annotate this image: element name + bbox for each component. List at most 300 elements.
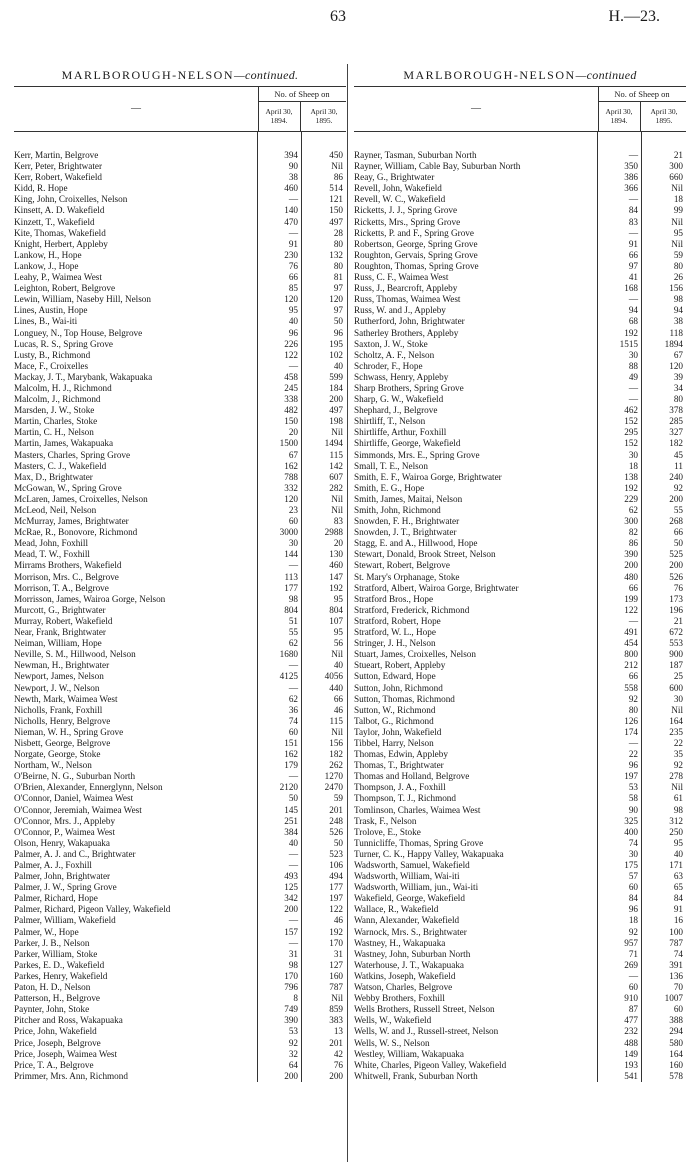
table-row — [354, 649, 686, 660]
table-row — [14, 949, 346, 960]
sheep-count-1895: 282 — [329, 482, 343, 493]
sheep-count-1894: 200 — [284, 904, 298, 915]
sheep-count-1895: 34 — [673, 382, 683, 393]
sheep-count-1894: 96 — [288, 327, 298, 338]
owner-name: Palmer, A. J. and C., Brightwater — [14, 848, 136, 859]
sheep-count-1894: 60 — [288, 726, 298, 737]
sheep-count-1894: 230 — [284, 249, 298, 260]
table-row — [354, 272, 686, 283]
left-title-suffix: —continued. — [234, 68, 299, 82]
sheep-count-1894: 179 — [284, 760, 298, 771]
sheep-count-1895: 900 — [669, 649, 683, 660]
sheep-count-1895: 28 — [333, 227, 343, 238]
sheep-count-1895: 70 — [673, 982, 683, 993]
owner-name: Parker, J. B., Nelson — [14, 937, 90, 948]
table-row — [14, 383, 346, 394]
sheep-count-1894: 120 — [284, 294, 298, 305]
owner-name: Wadsworth, Samuel, Wakefield — [354, 860, 470, 870]
sheep-count-1895: 107 — [329, 615, 343, 626]
table-row — [14, 228, 346, 239]
owner-name: Malcolm, J., Richmond — [14, 394, 101, 405]
table-row — [354, 860, 686, 871]
owner-name: Newman, H., Brightwater — [14, 660, 110, 671]
sheep-count-1895: 42 — [333, 1048, 343, 1059]
sheep-count-1895: 55 — [673, 505, 683, 515]
sheep-count-1895: 127 — [329, 959, 343, 970]
sheep-count-1894: 96 — [628, 760, 638, 771]
sheep-count-1895: 50 — [333, 316, 343, 327]
owner-name: Norgate, George, Stoke — [14, 749, 101, 760]
table-row — [354, 483, 686, 494]
table-row — [14, 993, 346, 1004]
sheep-count-1894: 4125 — [279, 671, 298, 682]
right-col1-header: April 30, 1894. — [598, 102, 641, 131]
sheep-count-1895: 248 — [329, 815, 343, 826]
owner-name: Shirtliffe, Arthur, Foxhill — [354, 427, 447, 438]
table-row — [14, 427, 346, 438]
sheep-count-1894: 796 — [284, 982, 298, 993]
owner-name: Stringer, J. H., Nelson — [354, 638, 436, 649]
page-header — [0, 8, 700, 32]
owner-name: Thomas, Edwin, Appleby — [354, 749, 448, 760]
owner-name: Turner, C. K., Happy Valley, Wakapuaka — [354, 848, 504, 859]
sheep-count-1895: 95 — [673, 837, 683, 848]
table-row — [14, 938, 346, 949]
table-row — [354, 383, 686, 394]
sheep-count-1895: 26 — [673, 272, 683, 283]
sheep-count-1895: 147 — [329, 571, 343, 582]
sheep-count-1894: 384 — [284, 826, 298, 837]
table-row — [14, 538, 346, 549]
sheep-count-1895: 61 — [673, 793, 683, 804]
owner-name: Nisbett, George, Belgrove — [14, 737, 111, 748]
owner-name: Warnock, Mrs. S., Brightwater — [354, 926, 467, 937]
table-row — [354, 960, 686, 971]
sheep-count-1895: 460 — [329, 560, 343, 571]
table-row — [354, 904, 686, 915]
owner-name: Nieman, W. H., Spring Grove — [14, 726, 124, 737]
sheep-count-1894: 454 — [624, 638, 638, 649]
sheep-count-1895: 22 — [673, 737, 683, 748]
table-row — [14, 217, 346, 228]
table-row — [354, 893, 686, 904]
sheep-count-1895: 672 — [669, 627, 683, 638]
sheep-count-1895: 66 — [333, 693, 343, 704]
sheep-count-1894: 245 — [284, 382, 298, 393]
table-row — [354, 538, 686, 549]
owner-name: Price, Joseph, Waimea West — [14, 1048, 118, 1059]
sheep-count-1895: 164 — [669, 715, 683, 726]
table-row — [354, 793, 686, 804]
sheep-count-1894: 92 — [288, 1037, 298, 1048]
owner-name: Murray, Robert, Wakefield — [14, 615, 113, 626]
right-table-body — [354, 132, 686, 1082]
owner-name: Sutton, Edward, Hope — [354, 671, 436, 682]
sheep-count-1894: 174 — [624, 726, 638, 737]
sheep-count-1894: 66 — [628, 582, 638, 593]
sheep-count-1895: Nil — [331, 505, 343, 515]
sheep-count-1895: 132 — [329, 249, 343, 260]
sheep-count-1894: 55 — [288, 627, 298, 638]
owner-name: Talbot, G., Richmond — [354, 715, 434, 726]
sheep-count-1894: 332 — [284, 482, 298, 493]
sheep-count-1895: 1007 — [664, 993, 683, 1004]
table-row — [14, 450, 346, 461]
sheep-count-1894: 96 — [628, 904, 638, 915]
owner-name: Martin, C. H., Nelson — [14, 427, 94, 438]
owner-name: King, John, Croixelles, Nelson — [14, 194, 128, 205]
owner-name: Wells Brothers, Russell Street, Nelson — [354, 1004, 495, 1015]
table-row — [14, 904, 346, 915]
table-row — [14, 649, 346, 660]
sheep-count-1895: 192 — [329, 582, 343, 593]
owner-name: Max, D., Brightwater — [14, 471, 93, 482]
sheep-count-1895: 20 — [333, 538, 343, 549]
sheep-count-1895: 100 — [669, 926, 683, 937]
page-reference: H.—23. — [608, 8, 660, 25]
sheep-count-1894: 23 — [288, 505, 298, 515]
sheep-count-1894: 350 — [624, 161, 638, 172]
table-row — [14, 882, 346, 893]
sheep-count-1895: 98 — [673, 294, 683, 305]
sheep-count-1894: 910 — [624, 993, 638, 1004]
sheep-count-1895: 98 — [673, 804, 683, 815]
sheep-count-1895: 76 — [673, 582, 683, 593]
owner-name: Mace, F., Croixelles — [14, 360, 89, 371]
sheep-count-1894: 80 — [628, 704, 638, 715]
sheep-count-1895: 83 — [333, 516, 343, 527]
owner-name: Smith, James, Maitai, Nelson — [354, 493, 463, 504]
sheep-count-1894: 199 — [624, 593, 638, 604]
table-row — [354, 250, 686, 261]
sheep-count-1895: 195 — [329, 338, 343, 349]
sheep-count-1894: 229 — [624, 493, 638, 504]
owner-name: Trolove, E., Stoke — [354, 826, 421, 837]
sheep-count-1894: 170 — [284, 970, 298, 981]
table-row — [14, 860, 346, 871]
table-row — [354, 938, 686, 949]
sheep-count-1894: 57 — [628, 871, 638, 882]
sheep-count-1894: 2120 — [279, 782, 298, 793]
table-row — [14, 527, 346, 538]
sheep-count-1894: 295 — [624, 427, 638, 438]
sheep-count-1895: 440 — [329, 682, 343, 693]
sheep-count-1895: 39 — [673, 371, 683, 382]
owner-name: Neville, S. M., Hillwood, Nelson — [14, 649, 136, 660]
table-row — [14, 1026, 346, 1037]
owner-name: Satherley Brothers, Appleby — [354, 327, 459, 338]
table-row — [354, 472, 686, 483]
sheep-count-1894: 74 — [288, 715, 298, 726]
table-row — [354, 361, 686, 372]
table-row — [14, 805, 346, 816]
table-row — [354, 228, 686, 239]
sheep-count-1895: 182 — [669, 438, 683, 449]
table-row — [354, 927, 686, 938]
table-row — [14, 416, 346, 427]
sheep-count-1895: 59 — [673, 249, 683, 260]
owner-name: Malcolm, H. J., Richmond — [14, 382, 112, 393]
owner-name: Newport, J. W., Nelson — [14, 682, 100, 693]
sheep-count-1894: 36 — [288, 704, 298, 715]
table-row — [354, 350, 686, 361]
sheep-count-1894: 749 — [284, 1004, 298, 1015]
table-row — [354, 671, 686, 682]
sheep-count-1894: 460 — [284, 183, 298, 194]
owner-name: Sutton, Thomas, Richmond — [354, 693, 455, 704]
owner-name: Watkins, Joseph, Wakefield — [354, 970, 456, 981]
sheep-count-1895: 859 — [329, 1004, 343, 1015]
owner-name: Russ, W. and J., Appleby — [354, 305, 446, 316]
table-row — [354, 971, 686, 982]
sheep-count-1895: 525 — [669, 549, 683, 560]
sheep-count-1894: 84 — [628, 893, 638, 904]
table-row — [354, 805, 686, 816]
table-row — [14, 927, 346, 938]
owner-name: Stratford, Robert, Hope — [354, 615, 441, 626]
sheep-count-1895: Nil — [671, 704, 683, 715]
sheep-count-1895: 1894 — [664, 338, 683, 349]
owner-name: Smith, E. G., Hope — [354, 482, 425, 493]
sheep-count-1894: — — [628, 970, 638, 981]
table-row — [14, 483, 346, 494]
sheep-count-1894: 31 — [288, 948, 298, 959]
sheep-count-1894: 162 — [284, 460, 298, 471]
sheep-count-1895: 300 — [669, 161, 683, 172]
owner-name: Longuey, N., Top House, Belgrove — [14, 327, 143, 338]
sheep-count-1894: 1515 — [619, 338, 638, 349]
sheep-count-1895: 600 — [669, 682, 683, 693]
sheep-count-1894: 157 — [284, 926, 298, 937]
sheep-count-1895: 201 — [329, 804, 343, 815]
sheep-count-1895: 1270 — [324, 771, 343, 782]
owner-name: Sharp, G. W., Wakefield — [354, 394, 444, 405]
table-row — [14, 161, 346, 172]
owner-name: Kerr, Peter, Brightwater — [14, 161, 103, 172]
table-row — [354, 683, 686, 694]
sheep-count-1894: 64 — [288, 1059, 298, 1070]
table-row — [354, 339, 686, 350]
sheep-count-1894: 788 — [284, 471, 298, 482]
sheep-count-1894: 477 — [624, 1015, 638, 1026]
table-row — [354, 394, 686, 405]
owner-name: Marsden, J. W., Stoke — [14, 405, 95, 416]
sheep-count-1895: 268 — [669, 516, 683, 527]
sheep-count-1895: 177 — [329, 882, 343, 893]
owner-name: Wann, Alexander, Wakefield — [354, 915, 460, 926]
sheep-count-1894: 66 — [288, 272, 298, 283]
owner-name: Kite, Thomas, Wakefield — [14, 227, 106, 238]
sheep-count-1894: 122 — [284, 349, 298, 360]
sheep-count-1894: 62 — [628, 505, 638, 515]
sheep-count-1894: — — [628, 737, 638, 748]
owner-name: Trask, F., Nelson — [354, 815, 417, 826]
sheep-count-1894: 462 — [624, 405, 638, 416]
owner-name: Ricketts, J. J., Spring Grove — [354, 205, 458, 216]
sheep-count-1894: 20 — [288, 427, 298, 438]
owner-name: Revell, W. C., Wakefield — [354, 194, 446, 205]
table-row — [354, 827, 686, 838]
table-row — [354, 183, 686, 194]
owner-name: Wastney, John, Suburban North — [354, 948, 471, 959]
table-row — [354, 572, 686, 583]
sheep-count-1895: 59 — [333, 793, 343, 804]
owner-name: Kerr, Robert, Wakefield — [14, 172, 103, 183]
sheep-count-1894: — — [288, 771, 298, 782]
table-row — [354, 594, 686, 605]
sheep-count-1894: 342 — [284, 893, 298, 904]
table-row — [14, 294, 346, 305]
sheep-count-1894: 126 — [624, 715, 638, 726]
table-row — [354, 771, 686, 782]
sheep-count-1894: 86 — [628, 538, 638, 549]
sheep-count-1894: 120 — [284, 493, 298, 504]
table-row — [354, 1071, 686, 1082]
table-row — [354, 494, 686, 505]
sheep-count-1895: 235 — [669, 726, 683, 737]
table-row — [14, 1004, 346, 1015]
sheep-count-1895: 97 — [333, 305, 343, 316]
table-row — [14, 671, 346, 682]
owner-name: Stratford, Albert, Wairoa Gorge, Brightwater — [354, 582, 519, 593]
table-row — [14, 960, 346, 971]
sheep-count-1894: 175 — [624, 860, 638, 870]
table-row — [14, 638, 346, 649]
owner-name: O'Connor, Mrs. J., Appleby — [14, 815, 116, 826]
left-column — [14, 64, 346, 1164]
owner-name: Revell, John, Wakefield — [354, 183, 442, 194]
table-row — [14, 771, 346, 782]
sheep-count-1895: 285 — [669, 416, 683, 427]
sheep-count-1895: 2470 — [324, 782, 343, 793]
owner-name: Martin, James, Wakapuaka — [14, 438, 114, 449]
table-row — [14, 572, 346, 583]
owner-name: McMurray, James, Brightwater — [14, 516, 129, 527]
left-name-header: — — [14, 87, 259, 131]
sheep-count-1895: 523 — [329, 848, 343, 859]
sheep-count-1895: 200 — [329, 394, 343, 405]
table-row — [14, 716, 346, 727]
sheep-count-1894: 541 — [624, 1070, 638, 1081]
owner-name: Thomas, T., Brightwater — [354, 760, 444, 771]
table-row — [354, 527, 686, 538]
owner-name: Lankow, J., Hope — [14, 260, 79, 271]
table-row — [14, 150, 346, 161]
table-row — [14, 239, 346, 250]
owner-name: O'Beirne, N. G., Suburban North — [14, 771, 136, 782]
owner-name: Parkes, E. D., Wakefield — [14, 959, 105, 970]
sheep-count-1895: 115 — [329, 449, 343, 460]
sheep-count-1895: 45 — [673, 449, 683, 460]
sheep-count-1895: 66 — [673, 527, 683, 538]
sheep-count-1894: — — [288, 860, 298, 870]
sheep-count-1894: — — [288, 227, 298, 238]
owner-name: Schwass, Henry, Appleby — [354, 371, 449, 382]
sheep-count-1894: 94 — [628, 305, 638, 316]
sheep-count-1894: 138 — [624, 471, 638, 482]
sheep-count-1894: 30 — [628, 349, 638, 360]
owner-name: Palmer, J. W., Spring Grove — [14, 882, 117, 893]
table-row — [354, 328, 686, 339]
sheep-count-1895: 92 — [673, 482, 683, 493]
table-row — [354, 427, 686, 438]
sheep-count-1894: 18 — [628, 915, 638, 926]
table-row — [354, 716, 686, 727]
table-row — [14, 1015, 346, 1026]
sheep-count-1895: 192 — [329, 926, 343, 937]
table-row — [14, 261, 346, 272]
sheep-count-1895: 16 — [673, 915, 683, 926]
sheep-count-1895: 170 — [329, 937, 343, 948]
sheep-count-1895: 67 — [673, 349, 683, 360]
owner-name: Thompson, T. J., Richmond — [354, 793, 456, 804]
table-row — [14, 849, 346, 860]
sheep-count-1895: Nil — [331, 993, 343, 1004]
table-row — [354, 738, 686, 749]
sheep-count-1894: 90 — [288, 161, 298, 172]
table-row — [14, 183, 346, 194]
sheep-count-1894: 60 — [288, 516, 298, 527]
table-row — [354, 438, 686, 449]
sheep-count-1894: 480 — [624, 571, 638, 582]
table-row — [14, 350, 346, 361]
sheep-count-1895: 391 — [669, 959, 683, 970]
owner-name: Snowden, J. T., Brightwater — [354, 527, 457, 538]
sheep-count-1895: 201 — [329, 1037, 343, 1048]
right-col2-header: April 30, 1895. — [650, 107, 678, 125]
sheep-count-1895: 4056 — [324, 671, 343, 682]
sheep-count-1894: 400 — [624, 826, 638, 837]
sheep-count-1895: 91 — [673, 904, 683, 915]
owner-name: Kinzett, T., Wakefield — [14, 216, 95, 227]
owner-name: Stagg, E. and A., Hillwood, Hope — [354, 538, 478, 549]
table-row — [14, 250, 346, 261]
table-row — [14, 560, 346, 571]
table-row — [354, 505, 686, 516]
sheep-count-1895: 80 — [673, 394, 683, 405]
owner-name: Palmer, W., Hope — [14, 926, 79, 937]
sheep-count-1894: 338 — [284, 394, 298, 405]
sheep-count-1894: 1680 — [279, 649, 298, 660]
table-row — [14, 1049, 346, 1060]
sheep-count-1894: 40 — [288, 316, 298, 327]
sheep-count-1894: 92 — [628, 926, 638, 937]
owner-name: Sutton, John, Richmond — [354, 682, 443, 693]
left-title-text: MARLBOROUGH-NELSON — [61, 68, 235, 82]
owner-name: Lines, Austin, Hope — [14, 305, 88, 316]
sheep-count-1894: 84 — [628, 205, 638, 216]
table-row — [354, 616, 686, 627]
sheep-count-1895: 81 — [333, 272, 343, 283]
sheep-count-1895: 95 — [673, 227, 683, 238]
sheep-count-1895: 99 — [673, 205, 683, 216]
owner-name: Snowden, F. H., Brightwater — [354, 516, 460, 527]
sheep-count-1894: 41 — [628, 272, 638, 283]
table-row — [14, 339, 346, 350]
table-row — [354, 816, 686, 827]
table-row — [14, 361, 346, 372]
sheep-count-1894: 193 — [624, 1059, 638, 1070]
owner-name: Nicholls, Frank, Foxhill — [14, 704, 103, 715]
sheep-count-1895: 164 — [669, 1048, 683, 1059]
owner-name: O'Brien, Alexander, Ennerglynn, Nelson — [14, 782, 163, 793]
sheep-count-1894: 90 — [628, 804, 638, 815]
sheep-count-1894: 804 — [284, 604, 298, 615]
table-row — [14, 838, 346, 849]
sheep-count-1895: 80 — [673, 260, 683, 271]
sheep-count-1894: 197 — [624, 771, 638, 782]
sheep-count-1894: 8 — [293, 993, 298, 1004]
